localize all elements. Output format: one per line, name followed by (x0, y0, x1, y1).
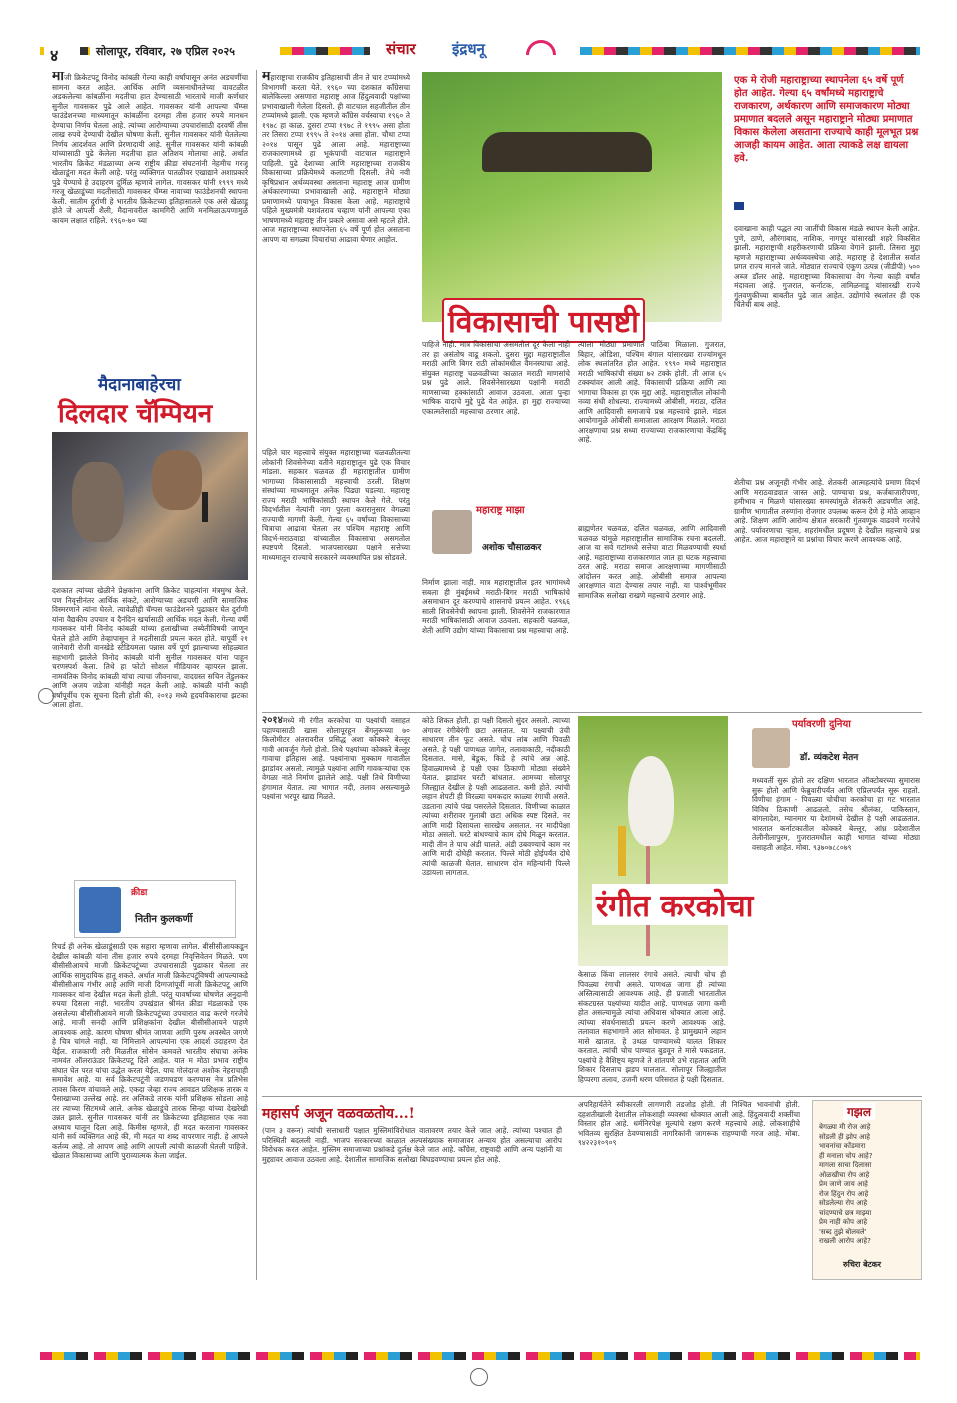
maha-byline-label: महाराष्ट्र माझा (476, 505, 525, 516)
poem-box (812, 1100, 922, 1280)
birds-lead-char: २०१४ (262, 716, 283, 726)
maha-byline-box (432, 502, 562, 572)
maharashtra-article (262, 72, 922, 712)
maha-col5b: शेतीचा प्रश्न अजूनही गंभीर आहे. शेतकरी आत्महत्यांचे प्रमाण विदर्भ आणि मराठवाड्यात जास्त आहे. पाण्याचा प्रश्न, कर्जबाजारीपणा, हमीभाव न मिळणे यांसारख्या समस्यांमुळे शेतकरी अडचणीत आहे. ग्रामीण भागातील तरुणांना रोजगार उपलब्ध करून देणे हे मोठे आव्हान आहे. शिक्षण आणि आरोग्य क्षेत्रात सरकारी गुंतवणूक वाढवणे गरजेचे आहे. पर्यावरणाचा ऱ्हास, शहरांमधील प्रदूषण हे देखील महत्त्वाचे प्रश्न आहेत. आज महाराष्ट्राने या प्रश्नांचा विचार करणे आवश्यक आहे. (734, 478, 920, 544)
poem-line: बेगळ्या मी रोज आहे (819, 1123, 871, 1131)
birds-col4: केसाळ किंवा लालसर रंगाचे असते. त्याची चोच ही पिवळ्या रंगाची असते. पाणथळ जागा ही त्यांच्या अस्तित्वासाठी आवश्यक आहे. ही प्रजाती भारतातील संकटग्रस्त पक्ष्यांच्या यादीत आहे. पाणथळ जागा कमी होत असल्यामुळे त्यांचा अधिवास धोक्यात आला आहे. त्यांच्या संवर्धनासाठी प्रयत्न करणे आवश्यक आहे. तलावात सहभागाने आत सोमावत. हे प्रामुख्याने लहान मासे खातात. हे उथळ पाण्यामध्ये चालत शिकार करतात. त्यांची चोच पाण्यात बुडवून ते मासे पकडतात. पक्ष्यांचे हे वैशिष्ट्य म्हणजे ते शांतपणे उभे राहतात आणि शिकार दिसताच झडप घालतात. सोलापूर जिल्ह्यातील हिप्परगा तलाव, उजनी धरण परिसरात हे पक्षी दिसतात. (578, 970, 726, 1084)
politics-article (262, 1100, 802, 1276)
section-rule (262, 712, 922, 713)
gavaskar-figure (152, 450, 202, 510)
sports-body-top-text: जी क्रिकेटपटू विनोद कांबळी गेल्या काही वर्षांपासून अनंत अडचणींचा सामना करत आहेत. आर्थिक आणि व्यसनाधीनतेच्या वावटळीत अडकलेल्या कांबळींना मदतीचा हात देण्यासाठी भारताचे माजी कर्णधार सुनील गावसकर पुढे आले आहेत. गावसकर यांनी आपल्या चॅम्प्स फाउंडेशनच्या माध्यमातून कांबळींना दरमहा तीस हजार रुपये मानधन देण्याचा निर्णय घेतला आहे. त्यांच्या आरोग्याच्या उपचारांसाठी दरवर्षी तीस लाख रुपये देण्याची देखील घोषणा केली. सुनील गावसकर यांनी घेतलेल्या निर्णय आदर्शवत आणि प्रेरणादायी आहे. सुनील गावसकर यांनी कांबळी यांच्यासाठी पुढे केलेला मदतीचा हात अतिशय मोलाचा आहे. अर्थात भारतीय क्रिकेट मंडळाच्या अन्य राष्ट्रीय क्रीडा संघटनांनी नेहमीच गरजू खेळाडूंना मदत केली आहे. परंतु व्यक्तिगत पातळीवर एखाद्याने अशाप्रकारे पुढे येण्याचे हे उदाहरण दुर्मिळ म्हणावे लागेल. गावसकर यांनी १९९९ मध्ये गरजू खेळाडूंच्या मदतीसाठी गावसकर चॅम्प्स नावाच्या फाउंडेशनची स्थापना केली. सातीम दुर्राणी हे भारतीय क्रिकेटच्या इतिहासातले एक असे खेळाडू होते जे आपली शैली, मैदानावरील कामगिरी आणि मनमिळाऊपणामुळे कायम लक्षात राहिले. १९६०-७० च्या (52, 73, 248, 225)
rainbow-icon (526, 40, 556, 55)
sports-byline-box (74, 880, 236, 938)
poem-line: प्रेम जाणे जाय आहे (819, 1180, 868, 1188)
politics-col1: (पान ३ वरून) त्यांची सत्ताधारी पक्षात मुस्लिमांविरोधात वातावरण तयार केले जात आहे. त्यांच्या पश्चात ही परिस्थिती बदलली नाही. भाजप सरकारच्या काळात अल्पसंख्याक समाजावर अन्याय होत असल्याचा आरोप विरोधक करत आहेत. मुस्लिम समाजाच्या प्रश्नांकडे दुर्लक्ष केले जात आहे. काँग्रेस, राष्ट्रवादी आणि अन्य पक्षांनी या मुद्द्यावर आवाज उठवला आहे. देशातील सामाजिक सलोखा बिघडवण्याचा प्रयत्न होत आहे. (262, 1126, 562, 1164)
poem-lines (819, 1123, 917, 1247)
maharashtra-map-image (422, 72, 722, 322)
maha-intro: एक मे रोजी महाराष्ट्राच्या स्थापनेला ६५ वर्षे पूर्ण होत आहेत. गेल्या ६५ वर्षांमध्ये महाराष्ट्राचे राजकारण, अर्थकारण आणि समाजकारण मोठ्या प्रमाणात बदलले असून महाराष्ट्राने मोठ्या प्रमाणात विकास केलेला असताना राज्याचे काही मूलभूत प्रश्न आजही कायम आहेत. आता त्याकडे लक्ष द्यायला हवे. (734, 75, 919, 164)
birds-byline-label: पर्यावरणी दुनिया (792, 719, 851, 730)
poem-title: गझल (843, 1103, 875, 1120)
sports-lead-char: मा (52, 72, 64, 84)
poem-line: ओळखीचा रोप आहे (819, 1170, 870, 1179)
stork-image (578, 716, 728, 966)
logo-text-indradhanu: इंद्रधनू (452, 40, 485, 58)
maha-byline-name: अशोक चौसाळकर (482, 543, 542, 553)
kambli-figure (72, 462, 124, 542)
birds-byline-box (752, 716, 920, 772)
sports-byline-label: क्रीडा (131, 888, 148, 898)
politics-col2: अपरिहार्यतेने स्वीकारली लागणारी तडजोड होती. ती निश्चित भावनांची होती. दहशतीखाली देशातील लोकशाही व्यवस्था धोक्यात आली आहे. हिंदुत्ववादी शक्तींचा विस्तार होत आहे. धर्मनिरपेक्ष मूल्यांचे रक्षण करणे महत्त्वाचे आहे. लोकशाहीचे भवितव्य सुरक्षित ठेवण्यासाठी नागरिकांनी जागरूक राहण्याची गरज आहे. मोबा. ९४२२३१०९०९ (578, 1100, 800, 1147)
maha-col3b: निर्माण झाला नाही. मात्र महाराष्ट्रातील इतर भागांमध्ये सबला ही मुंबईमध्ये मराठी-बिगर मराठी भाषिकांचे असमाधान दूर करण्याचे शासनाचे प्रयत्न आहेत. १९६६ साली शिवसेनेची स्थापना झाली. शिवसेनेने राजकारणात मराठी भाषिकांसाठी आवाज उठवला. सहकारी चळवळ, शेती आणि उद्योग यांच्या विकासाचा प्रश्न महत्त्वाचा आहे. (422, 578, 570, 635)
section-rule-2 (262, 1096, 922, 1097)
birds-byline-name: डॉ. व्यंकटेश मेतन (800, 753, 859, 763)
maha-col3: पाहिजे नाही. मात्र विकासाचा असमतोल दूर केला नाही तर हा असंतोष वाढू शकतो. दुसरा मुद्दा महाराष्ट्रातील मराठी आणि बिगर राठी लोकांमधील वैमनस्याचा आहे. संयुक्त महाराष्ट्र चळवळीच्या काळात मराठी माणसांचे प्रश्न पुढे आले. शिवसेनेसारख्या पक्षांनी मराठी माणसाच्या हक्कांसाठी आवाज उठवला. आता पुन्हा भाषिक वादाचे मुद्दे पुढे येत आहेत. हा मुद्दा राज्याच्या एकात्मतेसाठी महत्त्वाचा ठरणार आहे. (422, 340, 570, 416)
politics-title: महासर्प अजून वळवळतोय...! (262, 1106, 415, 1122)
maha-intro-marker (734, 202, 744, 210)
stork-body-shape (628, 756, 674, 846)
birds-col1-text: मध्ये मी रंगीत करकोचा या पक्ष्यांची वसाहत पहाण्यासाठी खास सोलापूरहून बेंगलुरूच्या ७० किलोमीटर अंतरावरील प्रसिद्ध अशा कोक्करे बेल्लूर गावी आवर्जून गेलो होतो. तिथे पक्ष्यांच्या कोक्करे बेल्लूर गावाचा इतिहास आहे. पक्ष्यांनाचा मुक्काम गावातील झाडांवर असतो. त्यामुळे पक्ष्यांना आणि गावकऱ्यांचा एक वेगळा नाते निर्माण झालेले आहे. पक्षी तिथे विणीच्या हंगामात येतात. त्या भागात नदी, तलाव असल्यामुळे पक्ष्यांना भरपूर खाद्य मिळते. (262, 716, 410, 801)
poem-line: चांदण्याचे छत्र माझ्या (819, 1208, 872, 1217)
birds-col1 (262, 716, 410, 1094)
microphone-icon (202, 492, 208, 522)
birds-col6: मध्यवर्ती सुरू होतो तर दक्षिण भारतात ऑक्टोबरच्या सुमारास सुरू होतो आणि फेब्रुवारीपर्यंत आणि एप्रिलपर्यंत सुरू राहतो. विणीचा हंगाम - पिवळ्या चोचीचा करकोचा हा गट भारतात विविध ठिकाणी आढळतो. तसेच श्रीलंका, पाकिस्तान, बांगलादेश, म्यानमार या देशांमध्ये देखील हे पक्षी आढळतात. भारतात कर्नाटकातील कोक्करे बेल्लूर, आंध्र प्रदेशातील तेलीनीलापुरम, गुजरातमधील काही भागात यांच्या मोठ्या वसाहती आहेत. मोबा. ९३७०७८८०७९ (752, 776, 920, 852)
poem-line: प्रेम नाही कोप आहे (819, 1218, 868, 1226)
date-line: सोलापूर, रविवार, २७ एप्रिल २०२५ (96, 45, 235, 58)
maha-lead-char: म (262, 72, 271, 84)
sports-byline-photo (79, 887, 121, 933)
poem-line: मागला साचा दिलासा (819, 1161, 872, 1169)
page-number: ४ (50, 46, 59, 65)
sports-photo (52, 432, 248, 580)
maha-col2: पहिले चार महत्त्वाचे संयुक्त महाराष्ट्राच्या चळवळीतल्या लोकांनी शिवसेनेच्या वतीने महाराष्ट्रातून पुढे एक विचार मांडला. सहकार चळवळ ही महाराष्ट्रातील ग्रामीण भागाच्या विकासासाठी महत्त्वाची ठरली. शिक्षण संस्थांच्या माध्यमातून अनेक पिढ्या घडल्या. महाराष्ट्र राज्य मराठी भाषिकांसाठी स्थापन केले गेले. परंतु विदर्भातील नेत्यांनी नाग पुरला करारानुसार वेगळ्या राज्याची मागणी केली. गेल्या ६५ वर्षांच्या विकासाच्या चित्राचा आढावा घेतला तर पश्चिम महाराष्ट्र आणि विदर्भ-मराठवाडा यांच्यातील विकासाचा असमतोल स्पष्टपणे दिसतो. भाजपसारख्या पक्षाने सत्तेच्या माध्यमातून राज्याचे सरकारने व्यवस्थापित प्रश्न सोडवले. (262, 448, 410, 562)
maha-col1 (262, 72, 410, 442)
header-stripe-right (580, 47, 920, 55)
column-divider (256, 70, 257, 1280)
maha-col5: दवाखाना काही पद्धत त्या जातींची विकास मंडळे स्थापन केली आहेत. पुणे, ठाणे, औरंगाबाद, नाशिक, नागपूर यांसारखी शहरे विकसित झाली. महाराष्ट्राची शहरीकरणाची प्रक्रिया वेगाने झाली. तिसरा मुद्दा म्हणजे महाराष्ट्राच्या अर्थव्यवस्थेचा आहे. महाराष्ट्र हे देशातील सर्वात प्रगत राज्य मानले जाते. मोठ्यात राज्याचे एकूण उत्पन्न (जीडीपी) ५०० अब्ज डॉलर आहे. महाराष्ट्राच्या विकासाचा वेग गेल्या काही वर्षांत मंदावला आहे. गुजरात, कर्नाटक, तामिळनाडू यांसारखी राज्ये गुंतवणुकीच्या बाबतीत पुढे जात आहेत. उद्योगांचे स्थलांतर ही एक चिंतेची बाब आहे. (734, 224, 920, 309)
birds-col2: कोठे शिकत होती. हा पक्षी दिसतो सुंदर असतो. त्याच्या अंगावर रंगीबेरंगी छटा असतात. या पक्ष्याची उंची साधारण तीन फूट असते. चोच लांब आणि पिवळी असते. हे पक्षी पाणथळ जागेत, तलावाकाठी, नदीकाठी दिसतात. मासे, बेडूक, किडे हे त्यांचे अन्न आहे. हिवाळ्यामध्ये हे पक्षी एका ठिकाणी मोठ्या संख्येने येतात. झाडांवर घरटी बांधतात. आमच्या सोलापूर जिल्ह्यात देखील हे पक्षी आढळतात. कमी होते. त्यांची लहान शेपटी ही विरळ्या चमकदार काळ्या रंगाची असते. उडताना त्यांचे पंख पसरलेले दिसतात. विणीच्या काळात त्यांच्या शरीरावर गुलाबी छटा अधिक स्पष्ट दिसते. नर आणि मादी दिसायला सारखेच असतात. नर मादीपेक्षा मोठा असतो. घरटे बांधण्याचे काम दोघे मिळून करतात. मादी तीन ते पाच अंडी घालते. अंडी उबवण्याचे काम नर आणि मादी दोघेही करतात. पिल्ले मोठी होईपर्यंत दोघे त्यांची काळजी घेतात. साधारण दोन महिन्यांनी पिल्ले उडायला लागतात. (422, 716, 570, 877)
poem-line: रोज हिंदुन रोप आहे (819, 1189, 869, 1198)
poem-line: 'सब्द तुझे बोलवले' (819, 1227, 867, 1236)
sports-body-bottom: रिचर्ड ही अनेक खेळाडूंसाठी एक सहारा म्हणावा लागेल. बीसीसीआयकडून देखील कांबळी यांना तीस हजार रुपये दरमहा निवृत्तिवेतन मिळते. पण बीसीसीआयचे माजी क्रिकेटपटूंच्या उपचारासाठी पुढाकार घेतला तर आर्थिक सामुदायिक हातू शकते. अर्थात माजी क्रिकेटपटूंविषयी आपल्याकडे बीसीसीआय गंभीर आहे आणि माजी दिग्गजांपूर्वी माजी क्रिकेटपटू आणि गावसकर यांना देखील मदत केली होती. परंतु यावर्षाच्या घोषणेत अनुदानी रुपया दिसला नाही. भारतीय उपखंडात श्रीमंत क्रीडा मंडळाकडे एक असलेल्या बीसीसीआयने माजी क्रिकेटपटूंच्या उपचारात वाढ करणे गरजेचे आहे. माजी सनदी आणि प्रशिक्षकांना देखील बीसीसीआयने पाहणे आवश्यक आहे. कारण घोषणा श्रीमंत जाणवा आणि पुरुष अवस्थेत जगणे हे चित्र चांगले नाही. या निमित्ताने आपल्यांना एक आदर्श उदाहरण देत येईल. राजकाणी तरी मिळतील सोसेन कमवले भारतीय संघाचा अनेक नामवंत ऑलराऊंडर क्रिकेटपटू दिले आहेत. यात म मोठा प्रभाव राष्ट्रीय संघात घेत परत यांचा उद्धेत करता येईल. याच गोलंदाज अशोक नेहराचाही समावेश आहे. या सर्व क्रिकेटपटूंनी जडणघडण करण्यास नेत्र प्रतिभेस तावस किरण वांचावले आहे. एकदा जेव्हा राज्य आवडत प्रशिक्षक तारक व पैसाखाच्या उल्लेख आहे. तर अलिकडे तारक यांनी प्रशिक्षक सोडला आहे तर त्याच्या सिटमध्ये आले. अनेक खेळाडूंचे तारक सिन्हा यांच्या देखरेखी उन्नत झाले. सुनील गावसकर यांनी तर क्रिकेटच्या इतिहासात एक नवा अध्याय घालून दिला आहे. किमीस म्हणजे, ही मदत करताना गावसकर यांनी सर्व व्यक्तिगत आहे की, मी मदत या शब्द वापरणार नाही. हे आपले कर्तव्य आहे. तो आपण आहे आणि आपली त्यांची काळजी घेतली पाहिजे. खेळात विकासाच्या आणि पुराव्यात्मक केला जाईल. (52, 942, 248, 1160)
poem-line: सोडली ही झोप आहे (819, 1132, 871, 1141)
logo-text-sanchar: संचार (386, 40, 416, 58)
sports-body-mid: दशकात त्यांच्या खेळीने प्रेक्षकांना आणि क्रिकेट चाहत्यांना मंत्रमुग्ध केले. पण निवृत्तीनंतर आर्थिक संकटे, आरोग्याच्या अडचणी आणि सामाजिक विस्मरणाने त्यांना घेरले. त्यावेळीही चॅम्पस फाउंडेशनने पुढाकार घेत दुर्राणी यांना वैद्यकीय उपचार व दैनंदिन खर्चासाठी आर्थिक मदत केली. गेल्या वर्षी गावसकर यांनी विनोद कांबळी यांच्या हलाखीच्या तब्येतीविषयी जाणून घेतले होते आणि तेव्हापासून ते मदतीसाठी प्रयत्न करत होते. यापूर्वी २१ जानेवारी रोजी वानखेडे स्टेडियमला पन्नास वर्षे पूर्ण झाल्याच्या सोहळ्यात सहभागी झालेले विनोद कांबळी यांनी सुनील गावसकर यांना पाहून चरणस्पर्श केला. तिथे हा फोटो सोशल मीडियावर व्हायरल झाला. नामवंतिक विनोद कांबळी यांचा त्याचा जीवनाचा, वादग्रस्त सचिन तेंडुलकर आणि अजय जडेजा यांनीही मदत केली आहे. कांबळी यांनी काही वर्षांपूर्वीच एक सूचना दिली होती की, २०१३ मध्ये हृदयविकाराचा झटका आला होता. (52, 586, 248, 709)
maha-col4b: ब्राह्मणेतर चळवळ, दलित चळवळ, आणि आदिवासी चळवळ यांमुळे महाराष्ट्रातील सामाजिक रचना बदलली. आज या सर्व गटांमध्ये सत्तेचा वाटा मिळवण्याची स्पर्धा आहे. महाराष्ट्राच्या राजकारणात जात हा घटक महत्त्वाचा ठरत आहे. मराठा समाज आरक्षणाच्या मागणीसाठी आंदोलन करत आहे. ओबीसी समाज आपल्या आरक्षणात वाटा देण्यास तयार नाही. या पार्श्वभूमीवर सामाजिक सलोखा राखणे महत्त्वाचे ठरणार आहे. (578, 524, 726, 600)
sports-article (52, 72, 248, 1280)
stork-beak-shape (618, 826, 626, 876)
poem-author: रुचिरा बेटकर (843, 1260, 882, 1269)
sports-title-line1: मैदानाबाहेरचा (98, 375, 181, 395)
birds-byline-photo (752, 728, 790, 768)
birds-title: रंगीत करकोचा (592, 884, 757, 925)
birds-article (262, 716, 922, 1096)
footer-registration-mark (470, 1368, 488, 1386)
poem-line: राखली आरोप आहे? (819, 1237, 871, 1245)
maha-col4: त्याला मोठ्या प्रमाणात पाठिंबा मिळाला. गुजरात, बिहार, ओडिशा, पश्चिम बंगाल यांसारख्या राज्यांमधून लोक स्थलांतरित होत आहेत. १९९० मध्ये महाराष्ट्रात मराठी भाषिकांची संख्या ७२ टक्के होती. ती आज ६५ टक्क्यांवर आली आहे. विकासाची प्रक्रिया आणि त्या भागाचा विकास हा एक मुद्दा आहे. महाराष्ट्रातील लोकांनी नव्या संधी शोधल्या. राज्यामध्ये ओबीसी, मराठा, दलित आणि आदिवासी समाजाचे प्रश्न महत्त्वाचे झाले. मंडल आयोगामुळे ओबीसी समाजाला आरक्षण मिळाले. मराठा आरक्षणाचा प्रश्न सध्या राज्याच्या राजकारणाचा केंद्रबिंदू आहे. (578, 340, 726, 444)
maha-title: विकासाची पासष्टी (442, 298, 645, 343)
side-registration-mark (38, 688, 54, 704)
poem-line: भावनांचा कोंडमारा (819, 1142, 866, 1150)
masthead-logo (376, 37, 576, 63)
maha-byline-photo (432, 510, 472, 554)
sports-title-line2: दिलदार चॅम्पियन (58, 399, 213, 429)
sports-body-top (52, 72, 248, 362)
sports-byline-name: नितीन कुलकर्णी (135, 914, 193, 925)
farmer-bullocks-figure (482, 132, 652, 172)
maha-col1-text: हाराष्ट्राचा राजकीय इतिहासाची तीन ते चार टप्प्यांमध्ये विभागणी करता येते. १९६० च्या दशकात कॉंग्रेसचा बालेकिल्ला असणारा महाराष्ट्र आज हिंदुत्ववादी पक्षांच्या प्रभावाखाली गेलेला दिसतो. ही वाटचाल सहजीतील तीन टप्प्यांमध्ये झाली. एक म्हणजे कॉंग्रेस वर्चस्वाचा १९६० ते १९७८ हा काळ. दुसरा टप्पा १९७८ ते १९९५ असा होता तर तिसरा टप्पा १९९५ ते २०१४ असा होता. चौथा टप्पा २०१४ पासून पुढे आला आहे. महाराष्ट्राच्या राजकारणामध्ये हा भूकंपाची वाटचाल महाराष्ट्राने पाहिली. पुढे देशाच्या आणि महाराष्ट्राच्या राजकीय विकासाच्या प्रक्रियेमध्ये कलाटणी दिसली. तेथे नवी कृषिप्रधान अर्थव्यवस्था असताना महाराष्ट्र आज ग्रामीण अर्थकारणाच्या प्रभावाखाली आहे. महाराष्ट्राने मोठ्या प्रमाणामध्ये पायाभूत विकास केला आहे. महाराष्ट्राचे पहिले मुख्यमंत्री यशवंतराव चव्हाण यांनी आपल्या एका भाषणामध्ये महाराष्ट्र तीन प्रकारे असावा असे म्हटले होते. आज महाराष्ट्राच्या स्थापनेला ६५ वर्षे पूर्ण होत असताना आपण या सगळ्या विचारांचा आढावा घेणार आहोत. (262, 73, 410, 244)
poem-line: सोडलेल्या रोप आहे (819, 1199, 868, 1207)
poem-line: ही मनाला चोप आहे? (819, 1151, 873, 1160)
footer-color-bar (40, 1352, 920, 1360)
